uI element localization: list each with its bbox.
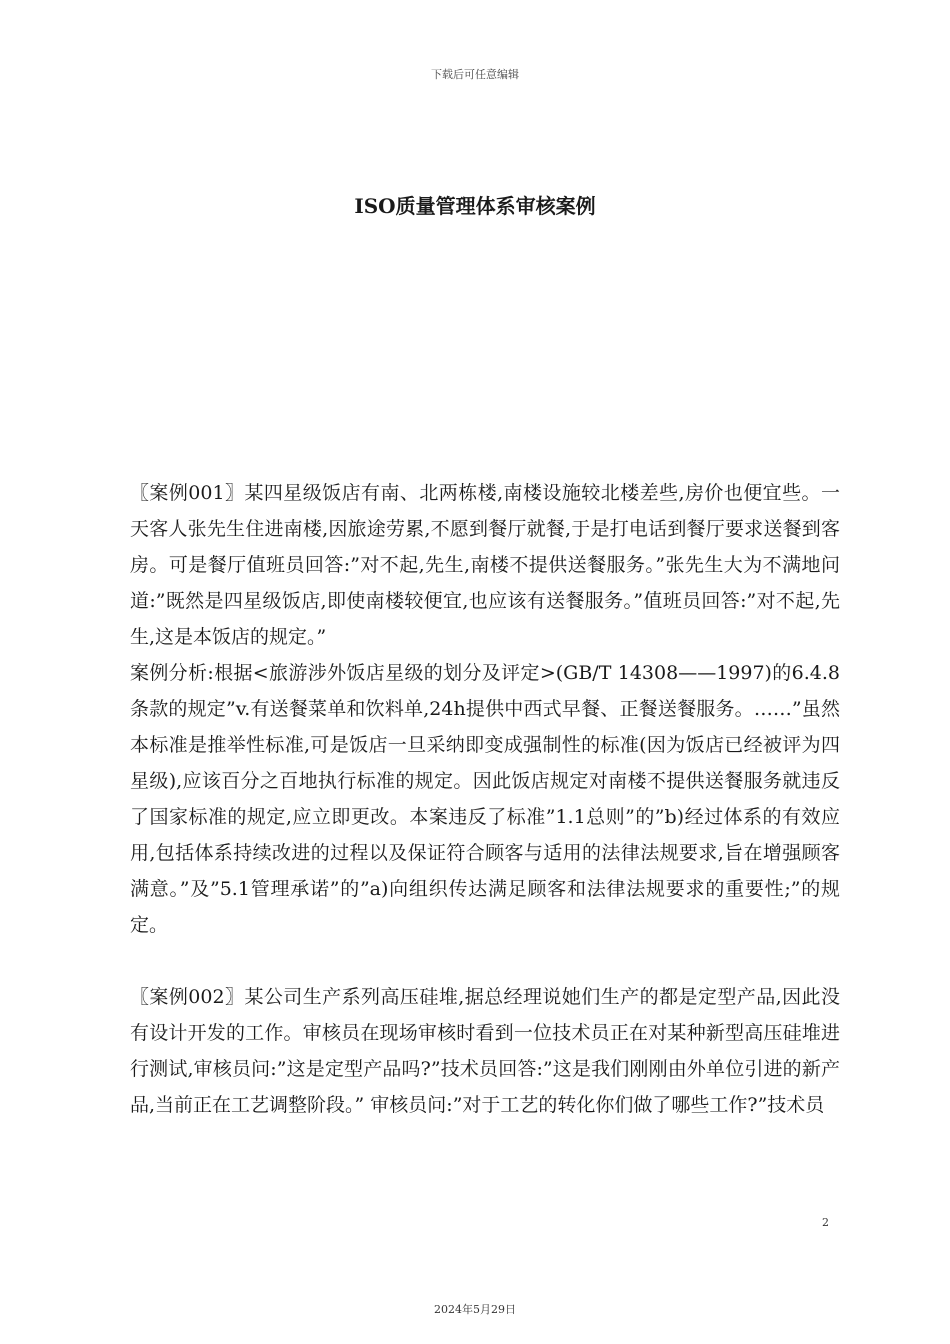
footer-date: 2024年5月29日 [434,1303,516,1316]
header-note: 下载后可任意编辑 [431,68,519,81]
document-title: ISO质量管理体系审核案例 [354,194,596,218]
page-number: 2 [822,1216,829,1229]
paragraph-spacer [130,943,840,979]
document-body [130,475,840,1123]
case-001-paragraph: 〖案例001〗某四星级饭店有南、北两栋楼,南楼设施较北楼差些,房价也便宜些。一天客人张先生住进南楼,因旅途劳累,不愿到餐厅就餐,于是打电话到餐厅要求送餐到客房。可是餐厅值班员回答:”对不起,先生,南楼不提供送餐服务。”张先生大为不满地问道:”既然是四星级饭店,即使南楼较便宜,也应该有送餐服务。”值班员回答:”对不起,先生,这是本饭店的规定。” [130,482,840,648]
case-002-paragraph: 〖案例002〗某公司生产系列高压硅堆,据总经理说她们生产的都是定型产品,因此没有设计开发的工作。审核员在现场审核时看到一位技术员正在对某种新型高压硅堆进行测试,审核员问:”这是定型产品吗?”技术员回答:”这是我们刚刚由外单位引进的新产品,当前正在工艺调整阶段。” 审核员问:”对于工艺的转化你们做了哪些工作?”技术员 [130,986,840,1116]
case-001-analysis-paragraph: 案例分析:根据<旅游涉外饭店星级的划分及评定>(GB/T 14308——1997)的6.4.8条款的规定”v.有送餐菜单和饮料单,24h提供中西式早餐、正餐送餐服务。……”虽然本标准是推举性标准,可是饭店一旦采纳即变成强制性的标准(因为饭店已经被评为四星级),应该百分之百地执行标准的规定。因此饭店规定对南楼不提供送餐服务就违反了国家标准的规定,应立即更改。本案违反了标准”1.1总则”的”b)经过体系的有效应用,包括体系持续改进的过程以及保证符合顾客与适用的法律法规要求,旨在增强顾客满意。”及”5.1管理承诺”的”a)向组织传达满足顾客和法律法规要求的重要性;”的规定。 [130,662,840,936]
